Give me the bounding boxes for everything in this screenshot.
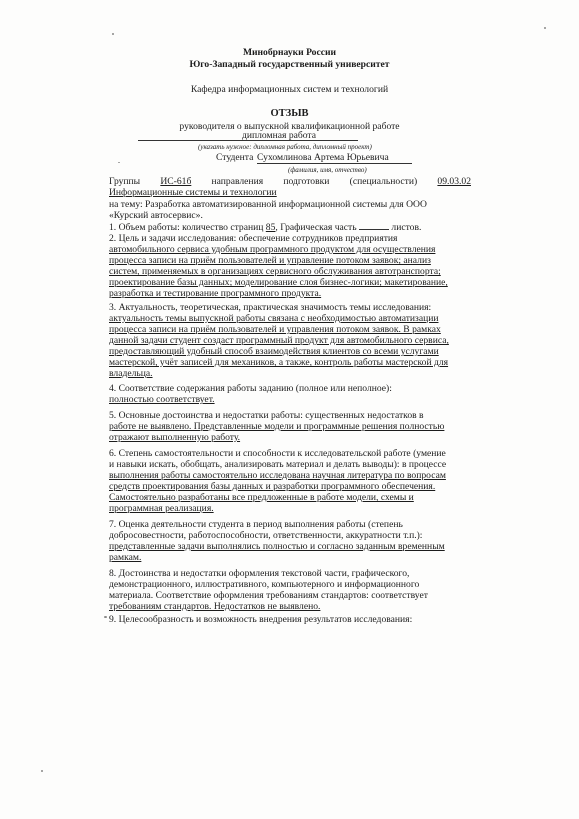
item-7-line-1: 7. Оценка деятельности студента в период выполнения работы (степень bbox=[109, 519, 403, 530]
student-name: Сухомлинова Артема Юрьевича bbox=[257, 152, 389, 163]
item-2-line-1: 2. Цель и задачи исследования: обеспечение сотрудников предприятия bbox=[109, 233, 398, 244]
group-value: ИС-61б bbox=[160, 176, 192, 187]
work-type-underline-left bbox=[138, 140, 242, 141]
group-line bbox=[109, 176, 471, 187]
document-title: ОТЗЫВ bbox=[270, 108, 309, 119]
item-3-line-3: процесса записи на приём пользователей и управления потоком заявок. В рамках bbox=[109, 324, 441, 335]
item-3-line-2: актуальность темы выпускной работы связана с необходимостью автоматизации bbox=[109, 313, 439, 324]
item-8-line-2: демонстрационного, иллюстративного, компьютерного и информационного bbox=[109, 579, 420, 590]
document-subtitle: руководителя о выпускной квалификационной работе bbox=[179, 121, 400, 132]
specialty-label: (специальности) bbox=[349, 176, 418, 187]
item-1 bbox=[109, 222, 421, 233]
item-7-line-4: рамкам. bbox=[109, 552, 142, 563]
item-5-line-3: отражают выполненную работу. bbox=[109, 432, 241, 443]
university-line: Юго-Западный государственный университет bbox=[189, 59, 390, 70]
page-count: 85 bbox=[265, 222, 276, 233]
scan-speck bbox=[544, 27, 546, 29]
profile-name: Информационные системы и технологии bbox=[109, 187, 277, 198]
ministry-line: Минобрнауки России bbox=[242, 47, 337, 58]
graphic-sheets-blank bbox=[359, 229, 389, 230]
item-6-line-6: программная реализация. bbox=[109, 503, 214, 514]
scan-speck bbox=[41, 770, 43, 772]
item-3-line-4: данной задачи студент создаст программный продукт для автомобильного сервиса, bbox=[109, 335, 449, 346]
item-2-line-2: автомобильного сервиса удобным программного продуктом для осуществления bbox=[109, 244, 436, 255]
scan-speck bbox=[118, 162, 120, 163]
item-8-line-4: требованиям стандартов. Недостатков не выявлено. bbox=[109, 601, 321, 612]
item-3-line-7: владельца. bbox=[109, 368, 153, 379]
department-line: Кафедра информационных систем и технологий bbox=[190, 84, 389, 95]
graphic-part-label: , Графическая часть bbox=[275, 222, 357, 233]
item-4-line-2: полностью соответствует. bbox=[109, 394, 215, 405]
item-6-line-1: 6. Степень самостоятельности и способности к исследовательской работе (умение bbox=[109, 448, 446, 459]
item-6-line-4: средств проектирования базы данных и разработки программного обеспечения. bbox=[109, 481, 436, 492]
item-2-line-4: систем, применяемых в организациях сервисного обслуживания автотранспорта; bbox=[109, 266, 441, 277]
item-3-line-6: мастерской, учёт записей для механиков, а также, контроль работы мастерской для bbox=[109, 357, 449, 368]
work-type-underline bbox=[242, 140, 358, 141]
sheets-label: листов. bbox=[391, 222, 422, 233]
training-label: подготовки bbox=[283, 176, 330, 187]
item-7-line-3: представленные задачи выполнялись полностью и согласно заданным временным bbox=[109, 541, 445, 552]
student-hint: (фамилия, имя, отчество) bbox=[288, 166, 367, 174]
item-7-line-2: добросовестности, работоспособности, ответственности, аккуратности т.п.): bbox=[109, 530, 423, 541]
direction-label: направления bbox=[211, 176, 264, 187]
student-name-underline bbox=[257, 163, 412, 164]
scan-speck bbox=[112, 33, 114, 35]
item-9-line-1: 9. Целесообразность и возможность внедрения результатов исследования: bbox=[109, 614, 413, 625]
item-2-line-5: проектирование базы данных; моделирование слоя бизнес-логики; макетирование, bbox=[109, 277, 448, 288]
item-8-line-3: материала. Соответствие оформления требованиям стандартов: соответствует bbox=[109, 590, 428, 601]
item-8-line-1: 8. Достоинства и недостатки оформления текстовой части, графического, bbox=[109, 568, 410, 579]
item-5-line-1: 5. Основные достоинства и недостатки работы: существенных недостатков в bbox=[109, 410, 424, 421]
item-4-line-1: 4. Соответствие содержания работы заданию (полное или неполное): bbox=[109, 383, 392, 394]
group-label: Группы bbox=[109, 176, 141, 187]
item-6-line-2: и навыки искать, обобщать, анализировать материал и делать выводы): в процессе bbox=[109, 459, 447, 470]
item-1-label: 1. Объем работы: количество страниц bbox=[109, 222, 264, 233]
topic-line-1: на тему: Разработка автоматизированной информационной системы для ООО bbox=[109, 199, 427, 210]
item-6-line-3: выполнения работы самостоятельно исследована научная литература по вопросам bbox=[109, 470, 446, 481]
specialty-code: 09.03.02 bbox=[437, 176, 471, 187]
topic-line-2: «Курский автосервис». bbox=[109, 210, 203, 221]
scan-speck bbox=[104, 616, 107, 618]
item-2-line-3: процесса записи на приём пользователей и управление потоком заявок; анализ bbox=[109, 255, 431, 266]
item-2-line-6: разработка и тестирование программного продукта. bbox=[109, 288, 322, 299]
item-5-line-2: работе не выявлено. Представленные модели и программные решения полностью bbox=[109, 421, 445, 432]
work-type: дипломная работа bbox=[242, 130, 317, 141]
item-3-line-5: предоставляющий удобный способ взаимодействия клиентов со всеми услугами bbox=[109, 346, 439, 357]
student-label: Студента bbox=[216, 152, 254, 163]
work-type-hint: (указать нужное: дипломная работа, дипломный проект) bbox=[198, 143, 372, 151]
item-6-line-5: Самостоятельно разработаны все предложенные в работе модели, схемы и bbox=[109, 492, 414, 503]
item-3-line-1: 3. Актуальность, теоретическая, практическая значимость темы исследования: bbox=[109, 302, 432, 313]
